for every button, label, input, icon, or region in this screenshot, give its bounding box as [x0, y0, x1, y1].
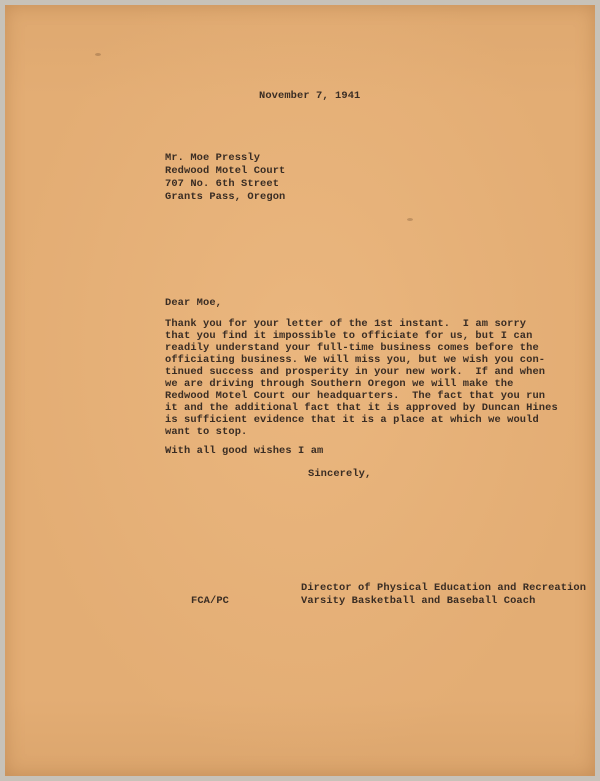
recipient-street: 707 No. 6th Street	[165, 178, 280, 190]
recipient-business: Redwood Motel Court	[165, 165, 286, 177]
paper-speck	[407, 218, 413, 221]
closing-line: With all good wishes I am	[165, 445, 324, 457]
signoff: Sincerely,	[308, 468, 372, 480]
signer-title: Varsity Basketball and Baseball Coach	[301, 595, 536, 607]
letter-paper	[5, 5, 595, 776]
body-line: it and the additional fact that it is approved by Duncan Hines	[165, 402, 558, 414]
body-line: readily understand your full-time business comes before the	[165, 342, 539, 354]
body-line: tinued success and prosperity in your new work. If and when	[165, 366, 546, 378]
body-line: we are driving through Southern Oregon we will make the	[165, 378, 514, 390]
body-line: Thank you for your letter of the 1st instant. I am sorry	[165, 318, 527, 330]
body-line: officiating business. We will miss you, but we wish you con-	[165, 354, 546, 366]
body-line: that you find it impossible to officiate for us, but I can	[165, 330, 533, 342]
salutation: Dear Moe,	[165, 297, 223, 309]
recipient-city: Grants Pass, Oregon	[165, 191, 286, 203]
body-line: want to stop.	[165, 426, 248, 438]
body-line: Redwood Motel Court our headquarters. The fact that you run	[165, 390, 546, 402]
letter-date: November 7, 1941	[259, 90, 361, 102]
body-line: is sufficient evidence that it is a place at which we would	[165, 414, 539, 426]
signer-title: Director of Physical Education and Recreation	[301, 582, 587, 594]
paper-speck	[95, 53, 101, 56]
recipient-name: Mr. Moe Pressly	[165, 152, 261, 164]
typist-initials: FCA/PC	[191, 595, 230, 607]
